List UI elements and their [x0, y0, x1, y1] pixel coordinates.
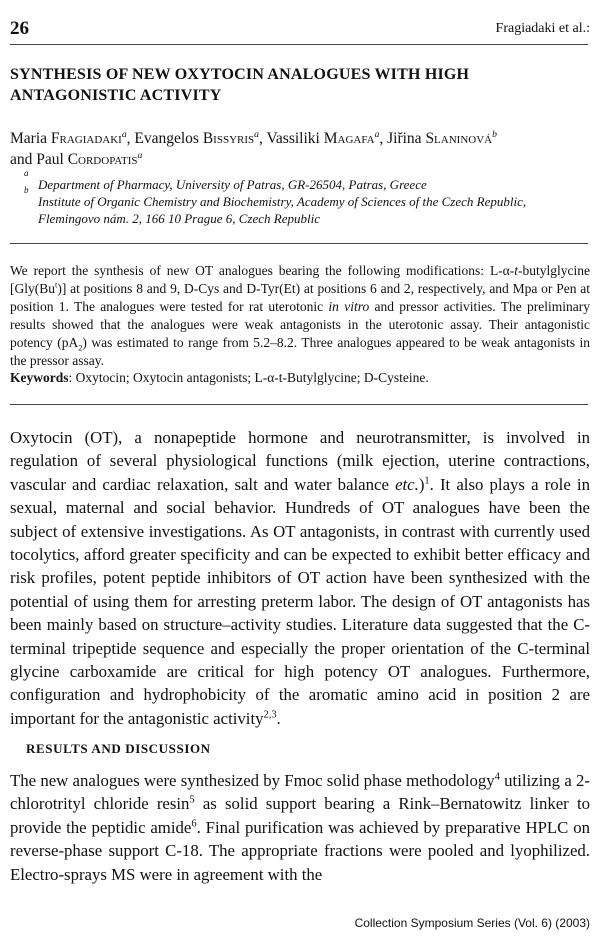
- results-paragraph: The new analogues were synthesized by Fmoc solid phase methodology$^4$ utilizing a 2-chlorotrityl chloride resin$^5$ as solid support bearing a Rink–Bernatowitz linker to provide the peptidic amide$^6$. Final purification was achieved by preparative HPLC on reverse-phase support C-18. The appropriate fractions were pooled and lyophilized. Electro-sprays MS were in agreement with the: [10, 771, 590, 884]
- affiliation-b: b Institute of Organic Chemistry and Biochemistry, Academy of Sciences of the Czech Republic,: [24, 185, 527, 209]
- author-1: Maria Fragiadaki$^a$: [10, 128, 127, 147]
- author-4: Jiřina Slaninová$^b$: [387, 128, 497, 147]
- page-footer: Collection Symposium Series (Vol. 6) (2003): [354, 916, 590, 930]
- page-number: 26: [10, 18, 29, 39]
- article-title: [10, 64, 570, 106]
- author-list: Maria Fragiadaki$^a$, Evangelos Bissyris$^a$, Vassiliki Magafa$^a$, Jiřina Slaninová$^b$ and Paul Cordopatis$^a$: [10, 128, 497, 168]
- author-5: and Paul Cordopatis$^a$: [10, 149, 143, 168]
- abstract: [10, 262, 590, 387]
- abstract-bottom-rule: [10, 404, 588, 405]
- section-heading: RESULTS AND DISCUSSION: [26, 741, 211, 756]
- affiliations: [24, 168, 590, 227]
- affiliation-a: a Department of Pharmacy, University of Patras, GR-26504, Patras, Greece: [24, 168, 427, 192]
- title-line-1: SYNTHESIS OF NEW OXYTOCIN ANALOGUES WITH HIGH: [10, 66, 470, 83]
- running-head: Fragiadaki et al.:: [495, 21, 590, 36]
- abstract-top-rule: [10, 243, 588, 244]
- intro-paragraph: Oxytocin (OT), a nonapeptide hormone and neurotransmitter, is involved in regulation of several physiological functions (milk ejection, uterine contractions, vascular and cardiac relaxation, salt and water balance etc.)$^1$. It also plays a role in sexual, maternal and social behavior. Hundreds of OT analogues have been the subject of extensive investigations. As OT antagonists, in contrast with currently used tocolytics, afford greater specificity and can be expected to exhibit better efficacy and risk profiles, potent peptide inhibitors of OT action have been synthesized with the potential of using them for arresting preterm labor. The design of OT antagonists has been mainly based on structure–activity studies. Literature data suggested that the C-terminal tripeptide sequence and especially the proper orientation of the C-terminal glycine carboxamide are critical for high potency OT analogues. Furthermore, configuration and hydrophobicity of the aromatic amino acid in position 2 are important for the antagonistic activity$^{2,3}$.: [10, 428, 590, 728]
- abstract-text: We report the synthesis of new OT analogues bearing the following modifications: L-α-t-butylglycine [Gly(Bu$^t$)] at positions 8 and 9, D-Cys and D-Tyr(Et) at positions 6 and 2, respectively, and Mpa or Pen at position 1. The analogues were tested for rat uterotonic in vitro and pressor activities. The preliminary results showed that the analogues were weak antagonists in the uterotonic assay. Their antagonistic potency $(pA_2)$ was estimated to range from 5.2–8.2. Three analogues appeared to be weak antagonists in the pressor assay.: [10, 263, 591, 368]
- affiliation-b-continued: Flemingovo nám. 2, 166 10 Prague 6, Czech Republic: [38, 211, 320, 226]
- author-2: Evangelos Bissyris$^a$: [134, 128, 259, 147]
- header-rule: [10, 44, 588, 45]
- page-header: [10, 18, 590, 44]
- title-line-2: ANTAGONISTIC ACTIVITY: [10, 87, 222, 104]
- keywords: Keywords: Oxytocin; Oxytocin antagonists; L-α-t-Butylglycine; D-Cysteine.: [10, 370, 429, 386]
- author-3: Vassiliki Magafa$^a$: [266, 128, 380, 147]
